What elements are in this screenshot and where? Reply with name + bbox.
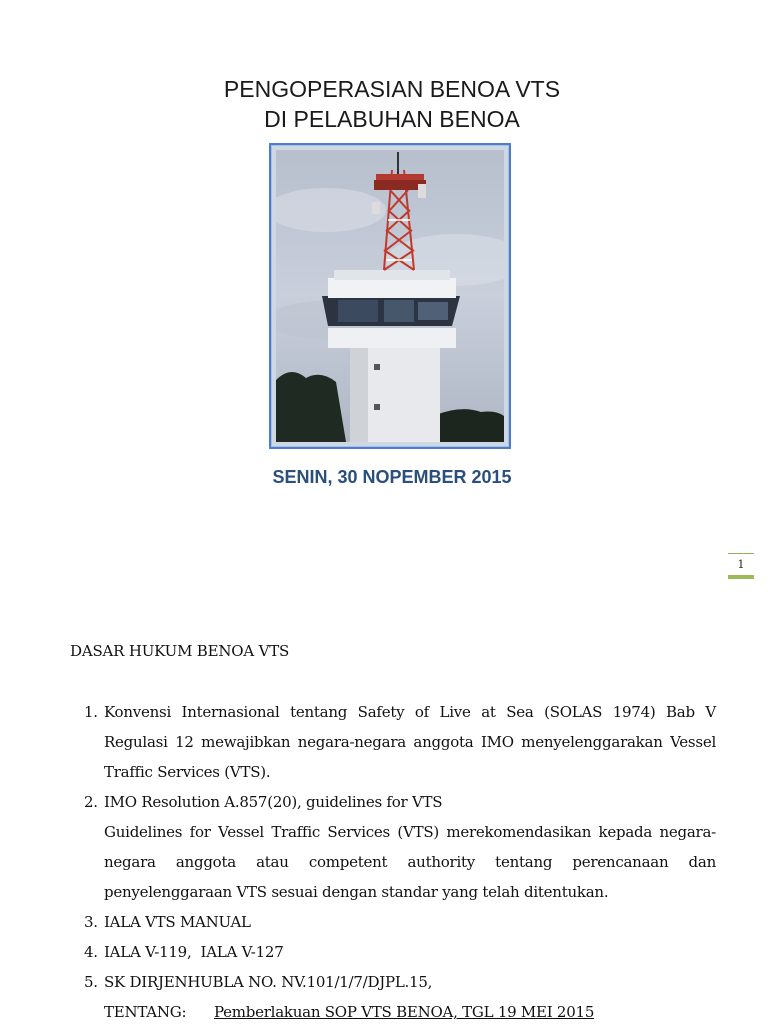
list-item-number: 4. — [84, 943, 98, 961]
list-item-text: Konvensi Internasional tentang Safety of Live at Sea (SOLAS 1974) Bab V Regulasi 12 mewajibkan negara-negara anggota IMO menyelenggarakan Vessel Traffic Services (VTS). — [104, 703, 716, 781]
list-item-text: IMO Resolution A.857(20), guidelines for VTS — [104, 793, 443, 811]
list-item-text: SK DIRJENHUBLA NO. NV.101/1/7/DJPL.15, — [104, 973, 433, 991]
list-item — [84, 967, 716, 1027]
tentang-label: TENTANG: — [104, 1003, 187, 1021]
list-item — [84, 907, 716, 937]
list-item — [84, 937, 716, 967]
list-item-number: 5. — [84, 973, 98, 991]
tentang-value: Pemberlakuan SOP VTS BENOA, TGL 19 MEI 2015 — [214, 1003, 595, 1021]
page-number: 1 — [728, 553, 754, 578]
page-number-accent — [728, 575, 754, 579]
list-item-number: 1. — [84, 703, 98, 721]
list-item-text: IALA V-119, IALA V-127 — [104, 943, 284, 961]
document-title — [0, 74, 768, 134]
tentang-line — [104, 997, 716, 1027]
document-date: SENIN, 30 NOPEMBER 2015 — [272, 467, 512, 487]
list-item-number: 2. — [84, 793, 98, 811]
list-item — [84, 787, 716, 907]
title-line-2: DI PELABUHAN BENOA — [264, 106, 520, 132]
vts-tower-photo — [269, 143, 511, 449]
list-item-number: 3. — [84, 913, 98, 931]
legal-basis-list — [84, 697, 716, 1027]
list-item-text: IALA VTS MANUAL — [104, 913, 251, 931]
section-heading: DASAR HUKUM BENOA VTS — [70, 642, 290, 660]
list-item — [84, 697, 716, 787]
vts-tower-photo-icon — [276, 150, 504, 442]
list-item-detail: Guidelines for Vessel Traffic Services (VTS) merekomendasikan kepada negara-negara anggota atau competent authority tentang perencanaan dan penyelenggaraan VTS sesuai dengan standar yang telah ditentukan. — [104, 823, 716, 901]
title-line-1: PENGOPERASIAN BENOA VTS — [223, 76, 561, 102]
